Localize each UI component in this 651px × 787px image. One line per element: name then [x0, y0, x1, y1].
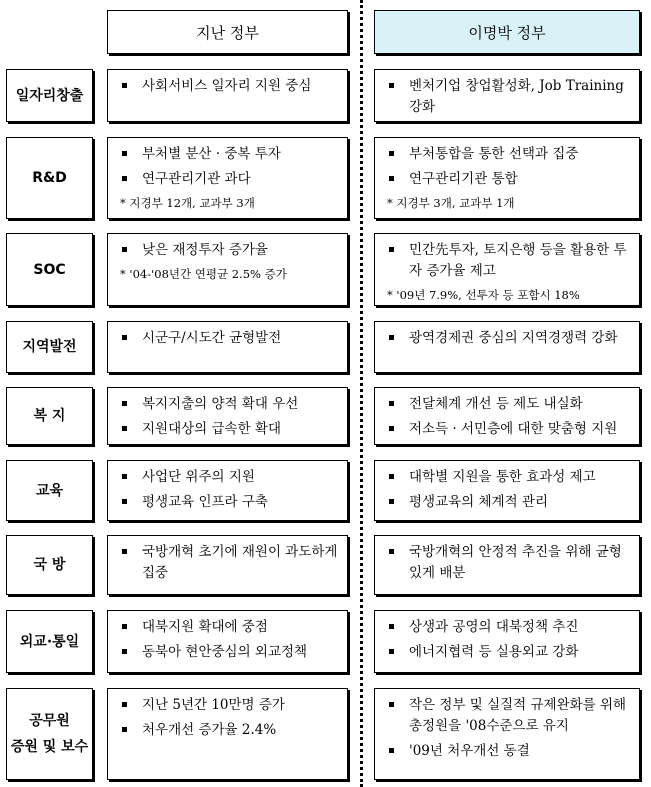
bullet-text: 저소득 · 서민층에 대한 맞춤형 지원 [409, 421, 618, 437]
row-label-text: 교육 [35, 482, 64, 499]
bullet-text: 복지지출의 양적 확대 우선 [142, 396, 299, 412]
bullet-text: 평생교육의 체계적 관리 [409, 494, 548, 510]
bullet-text: 국방개혁 초기에 재원이 과도하게 집중 [142, 544, 338, 581]
bullet-text: 대학별 지원을 통한 효과성 제고 [409, 469, 596, 485]
current-cell [374, 321, 640, 373]
square-bullet-icon [389, 702, 394, 707]
bullet-text: 평생교육 인프라 구축 [142, 494, 268, 510]
footnote: * '04-'08년간 연평균 2.5% 증가 [120, 267, 287, 281]
bullet-item [118, 240, 341, 261]
past-cell [107, 137, 348, 219]
square-bullet-icon [122, 649, 127, 654]
row-label-text: R&D [32, 170, 67, 186]
past-cell [107, 387, 348, 445]
bullet-item [385, 394, 633, 415]
bullet-text: 부처통합을 통한 선택과 집중 [409, 146, 579, 162]
header-past-label: 지난 정부 [196, 23, 259, 42]
past-cell [107, 610, 348, 673]
bullet-text: 상생과 공영의 대북정책 추진 [409, 619, 579, 635]
square-bullet-icon [389, 247, 394, 252]
bullet-item [385, 76, 633, 118]
bullet-text: 연구관리기관 통합 [409, 171, 518, 187]
square-bullet-icon [389, 401, 394, 406]
bullet-text: 사회서비스 일자리 지원 중심 [142, 78, 312, 94]
square-bullet-icon [389, 624, 394, 629]
bullet-text: 민간先투자, 토지은행 등을 활용한 투자 증가율 제고 [409, 242, 627, 279]
bullet-item [385, 240, 633, 282]
row-label [6, 69, 93, 122]
bullet-text: 지난 5년간 10만명 증가 [142, 697, 285, 713]
row-label [6, 688, 93, 780]
row-label [6, 535, 93, 595]
past-cell [107, 688, 348, 780]
square-bullet-icon [122, 176, 127, 181]
square-bullet-icon [122, 549, 127, 554]
bullet-text: 사업단 위주의 지원 [142, 469, 255, 485]
square-bullet-icon [122, 426, 127, 431]
bullet-item [385, 419, 633, 440]
bullet-text: 작은 정부 및 실질적 규제완화를 위해 총정원을 '08수준으로 유지 [409, 697, 627, 734]
bullet-item [118, 419, 341, 440]
current-cell [374, 535, 640, 595]
bullet-item [385, 542, 633, 584]
row-label-text: 지역발전 [22, 339, 77, 355]
row-label-text: 복 지 [33, 408, 66, 424]
bullet-item [385, 467, 633, 488]
bullet-item [118, 542, 341, 584]
row-label [6, 460, 93, 521]
bullet-item [385, 741, 633, 762]
bullet-item [118, 617, 341, 638]
bullet-item [385, 695, 633, 737]
square-bullet-icon [122, 335, 127, 340]
bullet-text: 대북지원 확대에 중점 [142, 619, 268, 635]
square-bullet-icon [389, 499, 394, 504]
column-divider [360, 0, 363, 787]
footnote: * 지경부 3개, 교과부 1개 [387, 196, 515, 210]
square-bullet-icon [389, 474, 394, 479]
bullet-text: 벤처기업 창업활성화, Job Training 강화 [409, 78, 624, 115]
bullet-text: 지원대상의 급속한 확대 [142, 421, 281, 437]
bullet-item [385, 617, 633, 638]
footnote: * '09년 7.9%, 선투자 등 포함시 18% [387, 288, 580, 302]
past-cell [107, 69, 348, 122]
bullet-item [118, 720, 341, 741]
bullet-item [118, 328, 341, 349]
current-cell [374, 610, 640, 673]
square-bullet-icon [389, 83, 394, 88]
row-label-text: 증원 및 보수 [10, 739, 89, 755]
bullet-item [385, 328, 633, 349]
row-label [6, 321, 93, 373]
square-bullet-icon [122, 624, 127, 629]
square-bullet-icon [389, 549, 394, 554]
bullet-text: 부처별 분산 · 중복 투자 [142, 146, 281, 162]
row-label-text: SOC [33, 261, 66, 278]
square-bullet-icon [122, 83, 127, 88]
current-cell [374, 688, 640, 780]
bullet-item [385, 642, 633, 663]
row-label [6, 137, 93, 219]
square-bullet-icon [389, 748, 394, 753]
row-label-text: 국 방 [33, 557, 66, 573]
current-cell [374, 137, 640, 219]
bullet-item [118, 642, 341, 663]
header-current-label: 이명박 정부 [468, 23, 546, 42]
square-bullet-icon [122, 499, 127, 504]
bullet-item [118, 76, 341, 97]
past-cell [107, 321, 348, 373]
bullet-text: 처우개선 증가율 2.4% [142, 722, 277, 738]
bullet-text: 시군구/시도간 균형발전 [142, 330, 282, 346]
square-bullet-icon [122, 247, 127, 252]
square-bullet-icon [389, 426, 394, 431]
square-bullet-icon [122, 474, 127, 479]
bullet-item [118, 169, 341, 190]
header-past-government [107, 10, 348, 54]
row-label [6, 233, 93, 306]
bullet-item [385, 169, 633, 190]
square-bullet-icon [122, 401, 127, 406]
square-bullet-icon [122, 727, 127, 732]
bullet-text: 광역경제권 중심의 지역경쟁력 강화 [409, 330, 618, 346]
current-cell [374, 69, 640, 122]
past-cell [107, 535, 348, 595]
current-cell [374, 233, 640, 306]
row-label-text: 공무원 [29, 713, 70, 729]
bullet-item [385, 492, 633, 513]
square-bullet-icon [389, 649, 394, 654]
footnote: * 지경부 12개, 교과부 3개 [120, 196, 255, 210]
bullet-text: 낮은 재정투자 증가율 [142, 242, 268, 258]
current-cell [374, 460, 640, 521]
row-label-text: 외교·통일 [19, 633, 80, 650]
current-cell [374, 387, 640, 445]
bullet-text: 연구관리기관 과다 [142, 171, 251, 187]
row-label [6, 610, 93, 673]
bullet-text: 동북아 현안중심의 외교정책 [142, 644, 308, 660]
square-bullet-icon [389, 335, 394, 340]
bullet-item [118, 144, 341, 165]
bullet-item [118, 695, 341, 716]
bullet-text: 국방개혁의 안정적 추진을 위해 균형있게 배분 [409, 544, 622, 581]
bullet-text: 전달체계 개선 등 제도 내실화 [409, 396, 583, 412]
header-current-government [374, 10, 640, 54]
past-cell [107, 233, 348, 306]
square-bullet-icon [389, 151, 394, 156]
bullet-item [385, 144, 633, 165]
row-label-text: 일자리창출 [15, 87, 84, 104]
square-bullet-icon [122, 702, 127, 707]
row-label [6, 387, 93, 445]
bullet-text: 에너지협력 등 실용외교 강화 [409, 644, 579, 660]
bullet-item [118, 394, 341, 415]
bullet-text: '09년 처우개선 동결 [409, 743, 530, 759]
bullet-item [118, 467, 341, 488]
bullet-item [118, 492, 341, 513]
square-bullet-icon [122, 151, 127, 156]
square-bullet-icon [389, 176, 394, 181]
past-cell [107, 460, 348, 521]
